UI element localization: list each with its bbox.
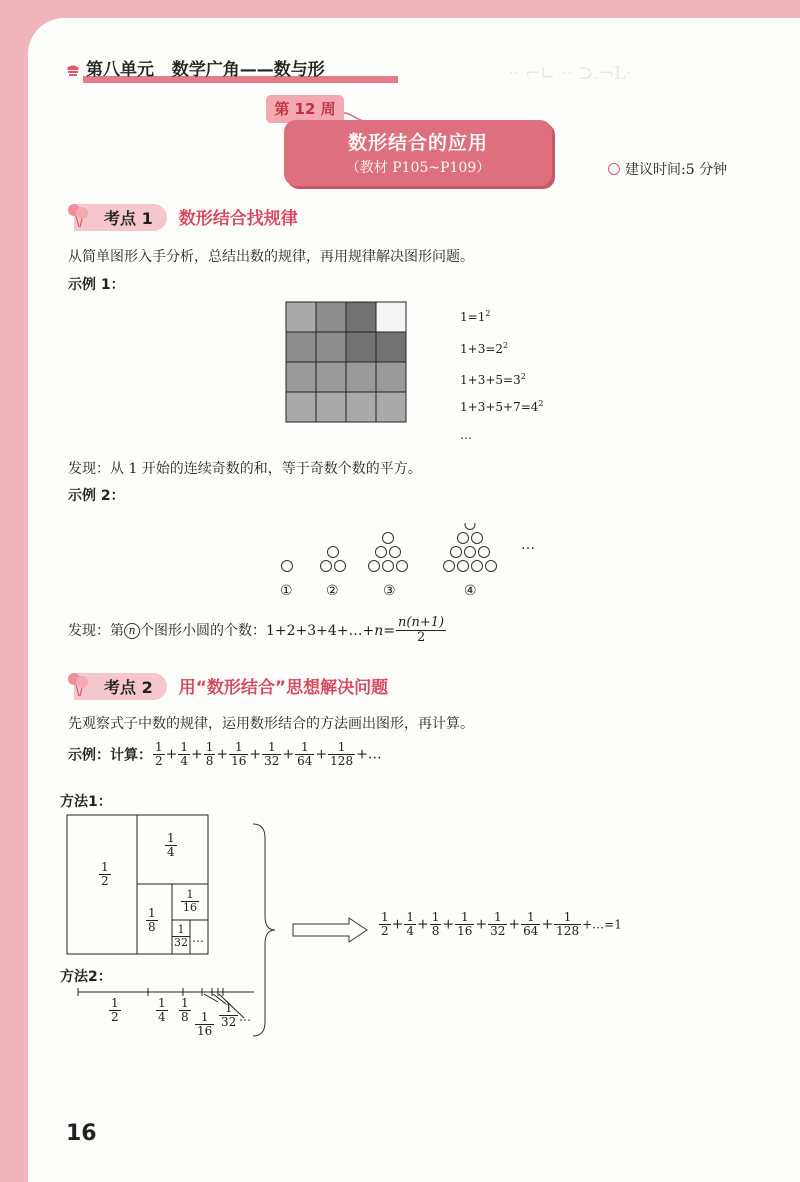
series-den-6: 64 <box>297 754 313 769</box>
equation-1 <box>460 309 490 324</box>
example1-label: 示例 1： <box>68 277 125 293</box>
line-16-num: 1 <box>195 1011 214 1025</box>
page-number: 16 <box>66 1121 97 1146</box>
example2-label: 示例 2： <box>68 488 125 504</box>
equation-2 <box>460 341 508 356</box>
box-sixteenth <box>181 889 199 914</box>
finding-2 <box>68 616 447 646</box>
finding2-prefix: 发现：第 <box>68 622 124 639</box>
series-den-1: 2 <box>155 754 163 769</box>
series-den-3: 8 <box>205 754 214 769</box>
result-tail: +…=1 <box>582 917 622 932</box>
box-thirtysecond <box>172 924 190 949</box>
lesson-banner <box>284 120 552 186</box>
series-term-5: $\frac{1}{32}$ <box>264 740 280 769</box>
clock-icon <box>608 163 620 175</box>
box-eighth <box>146 907 158 934</box>
equation-4-sup: 2 <box>538 399 544 408</box>
triangle-label-2: ② <box>326 583 339 599</box>
week-tab: 第 12 周 <box>266 95 344 123</box>
brace-and-arrow <box>251 818 381 1038</box>
series-term-1: $\frac{1}{2}$ <box>155 740 163 769</box>
finding2-den: 2 <box>416 630 426 646</box>
line-half-num: 1 <box>111 996 119 1010</box>
double-arrow-icon <box>293 918 367 942</box>
kaodian1-badge-text: 考点 1 <box>104 209 153 228</box>
box-eighth-den: 8 <box>148 920 156 935</box>
equation-3 <box>460 372 526 387</box>
kaodian1-title: 数形结合找规律 <box>178 209 298 229</box>
series-den-2: 4 <box>180 754 189 769</box>
equation-2-base: 1+3=2 <box>460 342 504 356</box>
series-den-5: 32 <box>264 754 280 769</box>
finding2-fraction <box>396 616 446 646</box>
equation-4-base: 1+3+5+7=4 <box>460 400 539 414</box>
kaodian1-intro: 从简单图形入手分析，总结出数的规律，再用规律解决图形问题。 <box>68 249 474 265</box>
line-thirtysecond <box>219 1002 238 1029</box>
finding2-num: n(n+1) <box>398 615 445 630</box>
line-half <box>109 997 121 1024</box>
triangle-label-3: ③ <box>383 583 396 599</box>
textbook-page: ·· ⌐∟ ·· ⊃.¬L· 第八单元 数学广角——数与形 第 12 周 数形结合的应用 （教材 P105~P109） 建议时间:5 分钟 考点 1 数形结合找规律 从简单图形入手分析，总结出数的规律，再用规律解决图形问题。 示例 1： $1=1^2$ $1+3=2^2$ $1+3+5=3^2$ $1+3+5+7=4^2$ … 发现：从 1 开始的连续奇数的和，等于奇数个数的平方。 示例 2： … ① ② ③ ④ 发现：第 n 个图形小圆的个数：1+2+3+4+…+n= $\frac{n(n+1)}{2}$ 考点 2 用“数形结合”思想解决问题 先观察式子中数的规律，运用数形结合的方法画出图形，再计算。 示例：计算： $\frac{1}{2}$ + $\frac{1}{4}$ + $\frac{1}{8}$ + $\frac{1}{16}$ + $\frac{1}{32}$ + $\frac{1}{64}$ + $\frac{1}{128}$ +… 方法1： $\frac{1}{2}$ $\frac{1}{4}$ $\frac{1}{8}$ $\frac{1}{16}$ $\frac{1}{32}$ … $\frac{1}{2}$ + $\frac{1}{4}$ + $\frac{1}{8}$ + $\frac{1}{16}$ + $\frac{1}{32}$ + $\frac{1}{64}$ + $\frac{1}{128}$ +…=1 方法2： $\frac{1}{2}$ $\frac{1}{4}$ $\frac{1}{8}$ $\frac{1}{16}$ $\frac{1}{32}$ … 16 <box>28 18 800 1182</box>
equation-3-base: 1+3+5=3 <box>460 373 521 387</box>
series-term-7: $\frac{1}{128}$ <box>330 740 354 769</box>
odd-sum-square-grid <box>285 301 407 423</box>
balloon-icon <box>66 201 94 229</box>
box-quarter-num: 1 <box>167 831 175 845</box>
box-32-den: 32 <box>174 936 188 950</box>
finding2-var: n <box>374 622 384 639</box>
balloon-icon <box>66 670 94 698</box>
finding2-mid: 个图形小圆的个数：1+2+3+4+…+ <box>140 622 375 639</box>
suggested-time-text: 建议时间:5 分钟 <box>625 162 728 178</box>
kaodian2-intro: 先观察式子中数的规律，运用数形结合的方法画出图形，再计算。 <box>68 716 474 732</box>
box-sixteenth-den: 16 <box>183 901 197 915</box>
box-half-num: 1 <box>101 860 109 874</box>
kaodian1-heading <box>74 204 298 231</box>
line-half-den: 2 <box>111 1010 119 1025</box>
kaodian2-heading <box>74 673 388 700</box>
equation-1-sup: 2 <box>485 309 491 318</box>
equation-1-base: 1=1 <box>460 310 486 324</box>
finding2-circled-n: n <box>124 623 140 639</box>
kaodian2-badge <box>74 673 167 700</box>
kaodian2-badge-text: 考点 2 <box>104 678 153 697</box>
unit-name: 第八单元 <box>86 60 154 80</box>
box-ellipsis: … <box>192 931 204 945</box>
lesson-subtitle: （教材 P105~P109） <box>345 160 491 176</box>
box-quarter <box>165 832 177 859</box>
line-quarter-den: 4 <box>158 1010 166 1025</box>
box-sixteenth-num: 1 <box>181 889 199 902</box>
equation-2-sup: 2 <box>503 341 509 350</box>
triangle-circles-figure <box>276 523 506 575</box>
series-term-3: $\frac{1}{8}$ <box>205 740 214 769</box>
unit-header <box>66 55 325 80</box>
line-16-den: 16 <box>197 1024 213 1039</box>
finding-1: 发现：从 1 开始的连续奇数的和，等于奇数个数的平方。 <box>68 461 422 477</box>
box-quarter-den: 4 <box>167 845 175 860</box>
series-den-4: 16 <box>231 754 247 769</box>
finding2-eq: = <box>383 622 396 639</box>
triangle-label-1: ① <box>280 583 293 599</box>
line-eighth <box>179 997 191 1024</box>
box-32-num: 1 <box>172 924 190 937</box>
line-quarter-num: 1 <box>158 996 166 1010</box>
line-eighth-num: 1 <box>181 996 189 1010</box>
line-eighth-den: 8 <box>181 1010 189 1025</box>
section-name: 数学广角——数与形 <box>171 60 325 80</box>
series-term-6: $\frac{1}{64}$ <box>297 740 313 769</box>
method2-label: 方法2： <box>60 969 112 985</box>
series-tail: +… <box>356 746 382 763</box>
line-ellipsis: … <box>239 1010 251 1024</box>
line-32-den: 32 <box>221 1015 237 1030</box>
triangle-ellipsis: … <box>521 537 535 553</box>
equations-ellipsis: … <box>460 428 472 442</box>
box-half <box>99 861 111 888</box>
series-label: 示例：计算： <box>68 747 152 764</box>
unit-icon <box>66 64 80 76</box>
kaodian1-badge <box>74 204 167 231</box>
series-term-2: $\frac{1}{4}$ <box>180 740 189 769</box>
method1-label: 方法1： <box>60 794 112 810</box>
series-term-4: $\frac{1}{16}$ <box>231 740 247 769</box>
line-quarter <box>156 997 168 1024</box>
triangle-label-4: ④ <box>464 583 477 599</box>
lesson-title: 数形结合的应用 <box>347 132 488 154</box>
result-expression: $\frac{1}{2}$ + $\frac{1}{4}$ + $\frac{1}{8}$ + $\frac{1}{16}$ + $\frac{1}{32}$ + $\frac{1}{64}$ + $\frac{1}{128}$ +…=1 <box>381 910 622 939</box>
equation-3-sup: 2 <box>520 372 526 381</box>
suggested-time <box>608 159 727 179</box>
box-half-den: 2 <box>101 874 109 889</box>
line-sixteenth <box>195 1011 214 1038</box>
line-32-num: 1 <box>219 1002 238 1016</box>
equation-4 <box>460 399 544 414</box>
series-expression: 示例：计算： $\frac{1}{2}$ + $\frac{1}{4}$ + $\frac{1}{8}$ + $\frac{1}{16}$ + $\frac{1}{32}$ + $\frac{1}{64}$ + $\frac{1}{128}$ +… <box>68 740 382 769</box>
box-eighth-num: 1 <box>148 906 156 920</box>
kaodian2-title: 用“数形结合”思想解决问题 <box>178 678 389 698</box>
series-den-7: 128 <box>330 754 354 769</box>
